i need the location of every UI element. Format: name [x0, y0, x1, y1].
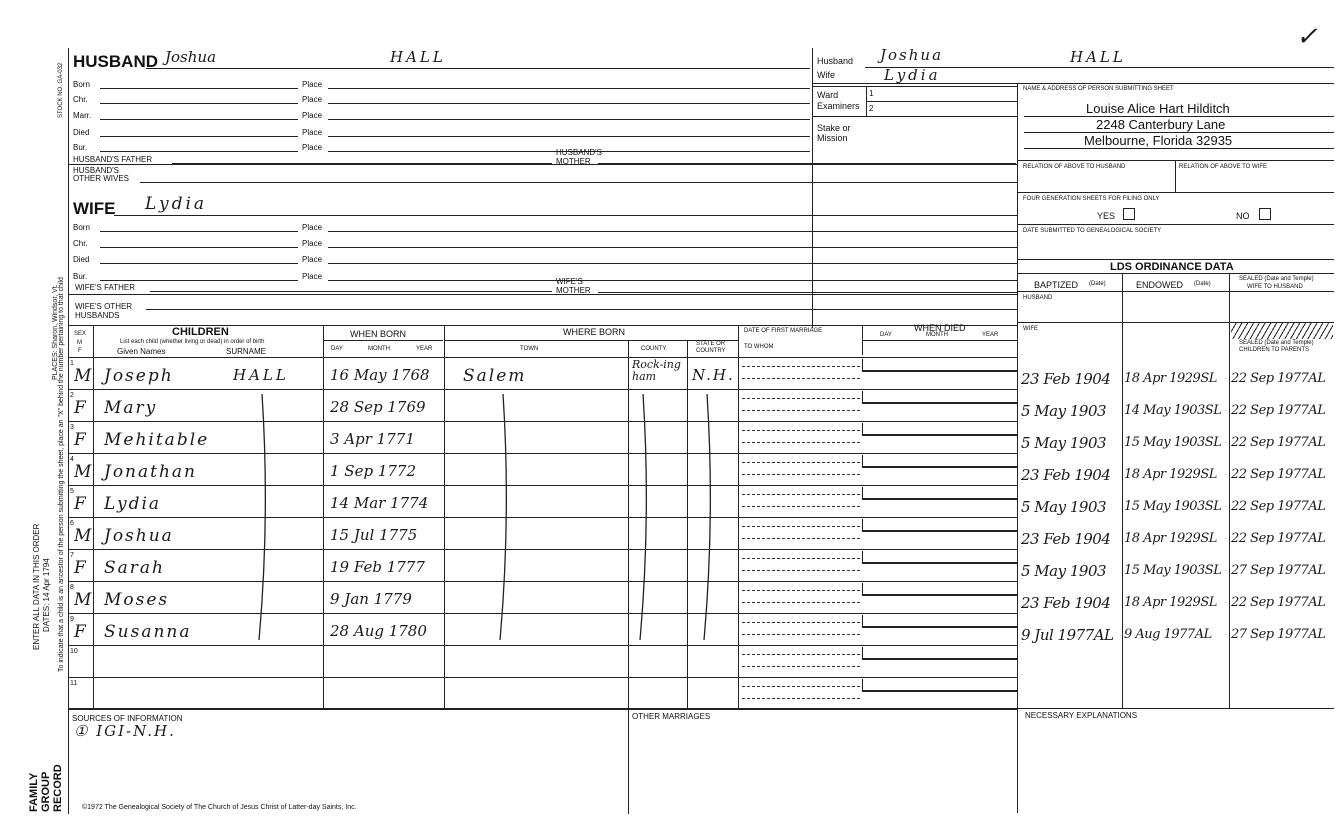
hdr-died-month: MONTH [926, 332, 948, 338]
hdr-children: CHILDREN [172, 326, 229, 338]
child-sex: F [74, 398, 86, 418]
ditto-stroke [640, 394, 646, 640]
child-given-name: Moses [104, 590, 170, 610]
husband-chr-place-label: Place [302, 95, 323, 104]
form-title-group: GROUP [40, 771, 52, 812]
child-number: 3 [70, 424, 74, 431]
child-sealed: 22 Sep 1977AL [1231, 371, 1326, 386]
child-baptized: 5 May 1903 [1021, 498, 1107, 516]
date-submitted-label: DATE SUBMITTED TO GENEALOGICAL SOCIETY [1023, 228, 1162, 234]
wife-bur-place-label: Place [302, 272, 323, 281]
husband-father-label: HUSBAND'S FATHER [73, 155, 153, 164]
child-sex: F [74, 494, 86, 514]
ditto-stroke [704, 394, 710, 640]
hdr-state-2: COUNTRY [696, 348, 726, 354]
child-endowed: 18 Apr 1929SL [1124, 531, 1217, 546]
husband-bur-place-label: Place [302, 143, 323, 152]
margin-enter-all: ENTER ALL DATA IN THIS ORDER [32, 523, 41, 650]
child-sealed: 27 Sep 1977AL [1231, 627, 1326, 642]
sources-label: SOURCES OF INFORMATION [72, 714, 183, 723]
husband-other-wives-label-1: HUSBAND'S [73, 166, 119, 175]
child-birth-date: 28 Aug 1780 [330, 622, 427, 640]
hdr-born-year: YEAR [416, 346, 433, 352]
child-birth-date: 14 Mar 1774 [330, 494, 429, 512]
lds-sealed-children-2: CHILDREN TO PARENTS [1239, 347, 1310, 353]
hdr-when-died: WHEN DIED [914, 323, 966, 333]
child-endowed: 15 May 1903SL [1124, 435, 1222, 450]
wife-born-label: Born [73, 223, 90, 232]
hdr-given-names: Given Names [117, 347, 166, 356]
submitter-street: 2248 Canterbury Lane [1096, 117, 1226, 132]
child-given-name: Mary [104, 398, 158, 418]
child-sealed: 22 Sep 1977AL [1231, 499, 1326, 514]
child-birth-date: 16 May 1768 [330, 366, 430, 384]
rt-wife-given: Lydia [884, 66, 941, 84]
wife-born-place-label: Place [302, 223, 323, 232]
wife-chr-label: Chr. [73, 239, 88, 248]
lds-baptized-label: BAPTIZED [1034, 280, 1079, 290]
rt-husband-label: Husband [817, 56, 854, 66]
hdr-f: F [78, 348, 82, 354]
examiner-2: 2 [869, 104, 874, 113]
lds-sealed-husband-2: WIFE TO HUSBAND [1247, 284, 1303, 290]
wife-chr-place-label: Place [302, 239, 323, 248]
child-birth-state: N.H. [692, 366, 735, 384]
child-endowed: 9 Aug 1977AL [1124, 627, 1212, 642]
child-number: 10 [70, 648, 78, 655]
lds-title: LDS ORDINANCE DATA [1110, 261, 1234, 273]
child-number: 4 [70, 456, 74, 463]
child-baptized: 5 May 1903 [1021, 434, 1107, 452]
lds-endowed-date-label: (Date) [1194, 281, 1211, 287]
child-baptized: 5 May 1903 [1021, 562, 1107, 580]
hdr-died-year: YEAR [982, 332, 999, 338]
child-birth-date: 15 Jul 1775 [330, 526, 418, 544]
lds-sealed-husband-1: SEALED (Date and Temple) [1239, 276, 1314, 282]
rt-husband-surname: HALL [1070, 48, 1126, 66]
child-given-name: Jonathan [104, 462, 197, 482]
child-given-name: Joshua [104, 526, 174, 546]
hdr-town: TOWN [520, 346, 539, 352]
examiners-label: Examiners [817, 101, 860, 111]
child-sex: M [74, 462, 92, 482]
child-endowed: 15 May 1903SL [1124, 499, 1222, 514]
child-sealed: 22 Sep 1977AL [1231, 403, 1326, 418]
husband-chr-label: Chr. [73, 95, 88, 104]
child-sealed: 22 Sep 1977AL [1231, 595, 1326, 610]
yes-label: YES [1097, 211, 1116, 221]
child-baptized: 23 Feb 1904 [1021, 530, 1111, 548]
child-number: 7 [70, 552, 74, 559]
ditto-stroke [259, 394, 265, 640]
child-birth-date: 28 Sep 1769 [330, 398, 426, 416]
child-baptized: 23 Feb 1904 [1021, 466, 1111, 484]
child-sex: F [74, 558, 86, 578]
relation-husband-label: RELATION OF ABOVE TO HUSBAND [1023, 164, 1126, 170]
husband-mother-label-1: HUSBAND'S [556, 148, 602, 157]
husband-died-label: Died [73, 128, 90, 137]
husband-marr-label: Marr. [73, 111, 92, 120]
hdr-to-whom: TO WHOM [744, 344, 774, 350]
ward-label: Ward [817, 90, 839, 100]
child-baptized: 9 Jul 1977AL [1021, 626, 1114, 644]
husband-given-name: Joshua [165, 48, 217, 66]
wife-bur-label: Bur. [73, 272, 88, 281]
rt-husband-given: Joshua [880, 46, 944, 64]
hdr-when-born: WHEN BORN [350, 329, 406, 339]
hdr-born-day: DAY [331, 346, 343, 352]
wife-other-husbands-label-1: WIFE'S OTHER [75, 302, 133, 311]
child-sealed: 22 Sep 1977AL [1231, 467, 1326, 482]
child-baptized: 23 Feb 1904 [1021, 594, 1111, 612]
child-sex: M [74, 526, 92, 546]
margin-dates: DATES: 14 Apr 1794 [42, 558, 51, 632]
necessary-explanations-label: NECESSARY EXPLANATIONS [1025, 711, 1138, 720]
hdr-where-born: WHERE BORN [563, 327, 626, 337]
husband-heading: HUSBAND [73, 52, 158, 71]
child-given-name: Sarah [104, 558, 165, 578]
child-number: 11 [70, 680, 78, 687]
margin-places: PLACES: Sharon, Windsor, Vt. [52, 284, 59, 380]
form-title-record: RECORD [52, 764, 64, 812]
relation-wife-label: RELATION OF ABOVE TO WIFE [1179, 164, 1268, 170]
hdr-instructions: List each child (whether living or dead) in order of birth [120, 339, 265, 345]
husband-other-wives-label-2: OTHER WIVES [73, 174, 130, 183]
lds-baptized-date-label: (Date) [1089, 281, 1106, 287]
hdr-died-day: DAY [880, 332, 892, 338]
rt-wife-label: Wife [817, 70, 835, 80]
hdr-first-marriage: DATE OF FIRST MARRIAGE [744, 328, 823, 334]
child-birth-date: 1 Sep 1772 [330, 462, 417, 480]
child-sex: M [74, 590, 92, 610]
margin-instructions: To indicate that a child is an ancestor of the person submitting the sheet, place an "X" behind the number pertaining to that child [58, 277, 65, 672]
hdr-county: COUNTY [641, 346, 667, 352]
wife-died-place-label: Place [302, 255, 323, 264]
lds-wife-row: WIFE [1023, 326, 1038, 332]
copyright: ©1972 The Genealogical Society of The Church of Jesus Christ of Latter-day Saints, Inc. [82, 804, 357, 811]
child-endowed: 18 Apr 1929SL [1124, 595, 1217, 610]
child-number: 9 [70, 616, 74, 623]
child-sex: F [74, 430, 86, 450]
child-number: 8 [70, 584, 74, 591]
child-endowed: 15 May 1903SL [1124, 563, 1222, 578]
submitter-name: Louise Alice Hart Hilditch [1086, 101, 1230, 116]
child-sealed: 22 Sep 1977AL [1231, 435, 1326, 450]
husband-died-place-label: Place [302, 128, 323, 137]
child-endowed: 14 May 1903SL [1124, 403, 1222, 418]
wife-mother-label-2: MOTHER [556, 286, 591, 295]
submitter-city: Melbourne, Florida 32935 [1084, 133, 1233, 148]
wife-other-husbands-label-2: HUSBANDS [75, 311, 120, 320]
child-given-name: Joseph [104, 366, 174, 386]
child-number: 1 [70, 360, 74, 367]
no-label: NO [1236, 211, 1250, 221]
child-surname: HALL [233, 366, 289, 384]
child-given-name: Mehitable [104, 430, 210, 450]
sources-value: ① IGI-N.H. [74, 722, 176, 740]
lds-endowed-label: ENDOWED [1136, 280, 1183, 290]
husband-mother-label-2: MOTHER [556, 157, 591, 166]
husband-marr-place-label: Place [302, 111, 323, 120]
examiner-1: 1 [869, 89, 874, 98]
hdr-m: M [77, 340, 82, 346]
lds-husband-row: HUSBAND [1023, 295, 1053, 301]
child-sex: M [74, 366, 92, 386]
child-baptized: 23 Feb 1904 [1021, 370, 1111, 388]
husband-born-place-label: Place [302, 80, 323, 89]
hdr-sex: SEX [74, 331, 87, 337]
wife-died-label: Died [73, 255, 90, 264]
husband-born-label: Born [73, 80, 90, 89]
stock-number: STOCK NO. GA-032 [58, 62, 64, 118]
child-number: 5 [70, 488, 74, 495]
wife-heading: WIFE [73, 199, 116, 218]
child-sealed: 22 Sep 1977AL [1231, 531, 1326, 546]
child-number: 6 [70, 520, 74, 527]
child-birth-date: 3 Apr 1771 [330, 430, 415, 448]
wife-mother-label-1: WIFE'S [556, 277, 583, 286]
child-number: 2 [70, 392, 74, 399]
child-sealed: 27 Sep 1977AL [1231, 563, 1326, 578]
hdr-surname: SURNAME [226, 347, 267, 356]
lds-sealed-children-1: SEALED (Date and Temple) [1239, 340, 1314, 346]
submitter-label: NAME & ADDRESS OF PERSON SUBMITTING SHEET [1023, 86, 1174, 92]
child-given-name: Lydia [104, 494, 162, 514]
child-birth-date: 19 Feb 1777 [330, 558, 425, 576]
husband-bur-label: Bur. [73, 143, 88, 152]
child-birth-town: Salem [463, 366, 527, 386]
wife-given-name: Lydia [145, 194, 208, 214]
child-sex: F [74, 622, 86, 642]
check-mark: ✓ [1296, 22, 1318, 52]
other-marriages-label: OTHER MARRIAGES [632, 712, 711, 721]
hdr-state-1: STATE OR [696, 341, 726, 347]
child-endowed: 18 Apr 1929SL [1124, 371, 1217, 386]
child-baptized: 5 May 1903 [1021, 402, 1107, 420]
child-birth-date: 9 Jan 1779 [330, 590, 412, 608]
four-gen-label: FOUR GENERATION SHEETS FOR FILING ONLY [1023, 196, 1160, 202]
hdr-born-month: MONTH [368, 346, 390, 352]
wife-father-label: WIFE'S FATHER [75, 283, 136, 292]
stake-label-2: Mission [817, 133, 848, 143]
form-title-family: FAMILY [28, 772, 40, 812]
child-given-name: Susanna [104, 622, 192, 642]
ditto-stroke [500, 394, 506, 640]
husband-surname: HALL [390, 48, 446, 66]
stake-label-1: Stake or [817, 123, 851, 133]
child-birth-county: Rock-ingham [632, 358, 681, 383]
child-endowed: 18 Apr 1929SL [1124, 467, 1217, 482]
